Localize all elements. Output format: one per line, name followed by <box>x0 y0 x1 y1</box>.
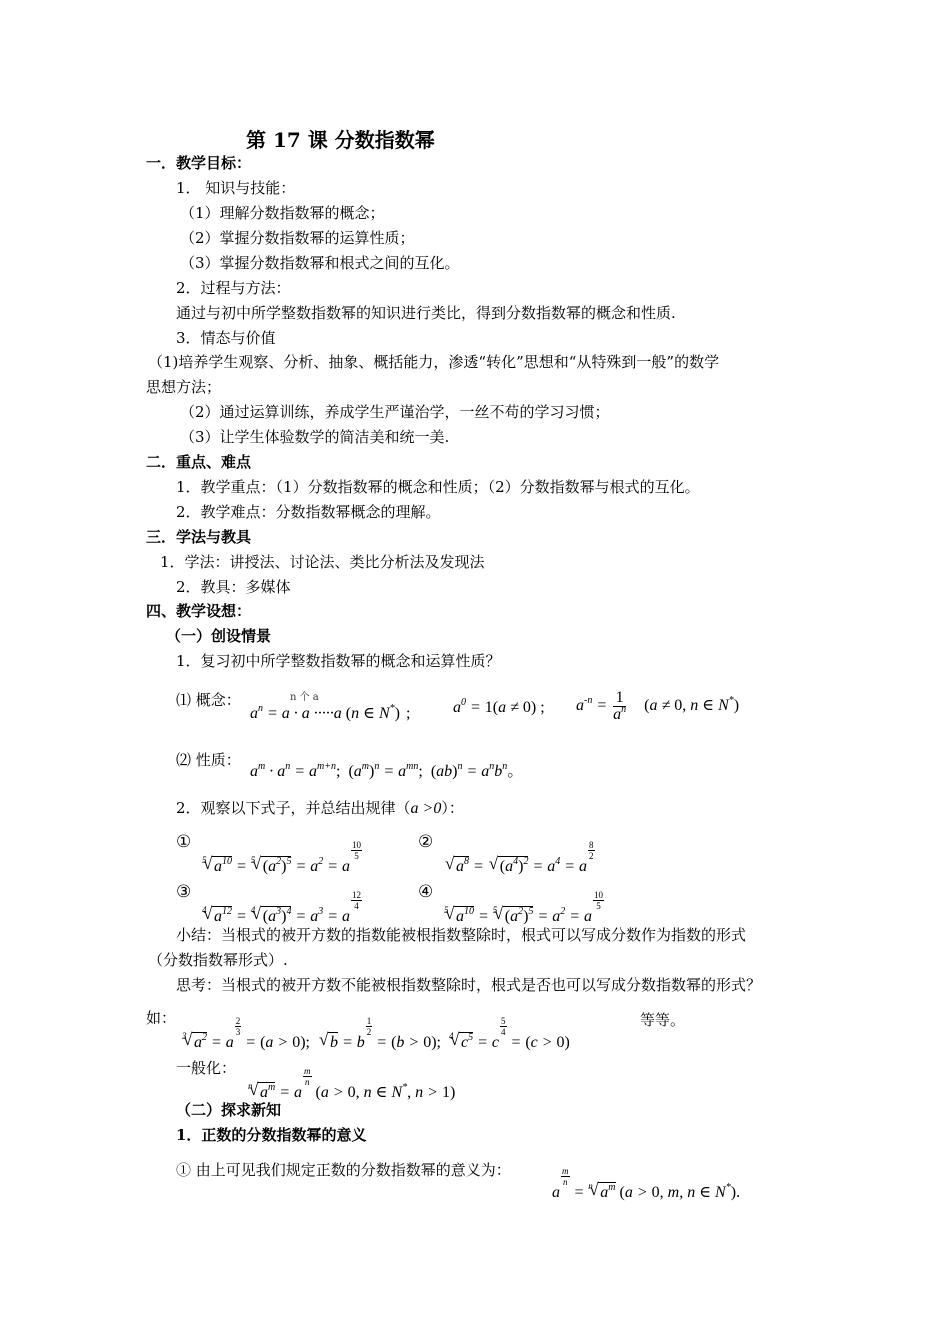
concept-label: ⑴ 概念： <box>176 691 241 709</box>
subsection-heading: （二）探求新知 <box>176 1101 282 1119</box>
formula-concept: $a^n = a \cdot a \cdot\cdot\cdot\cdot\cdot a$ (n ∈ N*) ; <box>250 703 411 722</box>
paragraph: 2．教具：多媒体 <box>176 578 291 596</box>
formula-example-3: 4 √ $a^{12}$ = 4 √ $(a^3)^4 = a^3 = a$ $\frac{12}{4}$ <box>202 890 362 927</box>
concept-overbrace-label: n 个 a <box>290 692 319 703</box>
formula-example-4: 5 √ $a^{10}$ = 5 √ $(a^2)^5 = a^2 = a$ $\frac{10}{5}$ <box>444 890 604 927</box>
paragraph: （1)培养学生观察、分析、抽象、概括能力，渗透“转化”思想和“从特殊到一般”的数学 <box>148 353 720 371</box>
property-label: ⑵ 性质： <box>176 751 241 769</box>
paragraph: 思想方法； <box>146 378 222 396</box>
goal-item: （2）通过运算训练，养成学生严谨治学，一丝不苟的学习习惯； <box>180 403 610 421</box>
subsection-heading: 1．正数的分数指数幂的意义 <box>176 1126 367 1144</box>
observe-condition: a >0 <box>410 800 442 817</box>
paragraph: 通过与初中所学整数指数幂的知识进行类比，得到分数指数幂的概念和性质. <box>176 304 676 322</box>
paragraph: 1．学法：讲授法、讨论法、类比分析法及发现法 <box>160 553 485 571</box>
formula-definition: a $\frac{m}{n}$ = n √ $a^m$ (a > 0, m, n ∈ N*). <box>552 1166 740 1203</box>
formula-properties: $a^m \cdot a^n = a^{m+n}$; $(a^m)^n = a^{mn}$; $(ab)^n = a^nb^n$。 <box>250 761 524 780</box>
general-label: 一般化： <box>176 1059 237 1077</box>
goal-item: （2）掌握分数指数幂的运算性质； <box>180 229 415 247</box>
observe-end: ）： <box>441 799 464 817</box>
formula-generalization: n √ $a^m = a$ $\frac{m}{n}$ (a > 0, n ∈ N*, n > 1) <box>248 1066 455 1103</box>
section-heading-design: 四、教学设想： <box>146 602 252 620</box>
paragraph-think: 思考：当根式的被开方数不能被根指数整除时，根式是否也可以写成分数指数幂的形式？ <box>176 976 762 994</box>
formula-zero-power: $a^0 = 1(a \ne 0)$ ; <box>453 697 545 716</box>
example-label: 如： <box>146 1009 177 1027</box>
formula-general-examples: 3 √ $a^2 = a$ $\frac{2}{3}$ = (a > 0); √ b = b $\frac{1}{2}$ = (b > 0); 4 √ $c^5 = c$ $\frac{5}{4}$ = (c > 0) <box>182 1016 570 1053</box>
example-end: 等等。 <box>640 1011 686 1029</box>
goal-item: （1）理解分数指数幂的概念； <box>180 204 385 222</box>
paragraph-definition: ① 由上可见我们规定正数的分数指数幂的意义为： <box>176 1161 511 1179</box>
paragraph-summary: （分数指数幂形式）. <box>148 951 288 969</box>
goal-item: （3）掌握分数指数幂和根式之间的互化。 <box>180 254 460 272</box>
paragraph <box>176 798 464 819</box>
paragraph: 1．复习初中所学整数指数幂的概念和运算性质？ <box>176 652 501 670</box>
section-heading-goals: 一．教学目标： <box>146 154 252 172</box>
subheading-knowledge: 1． 知识与技能： <box>176 179 296 197</box>
circle-number: ④ <box>418 882 434 902</box>
subheading-values: 3．情态与价值 <box>176 329 276 347</box>
formula-negative-power: $a^{-n}$ = $\frac{1}{a^n}$ (a ≠ 0, n ∈ N*) <box>576 689 740 723</box>
paragraph: 1．教学重点：（1）分数指数幂的概念和性质；（2）分数指数幂与根式的互化。 <box>176 478 700 496</box>
page-title: 第 17 课 分数指数幂 <box>246 128 435 152</box>
circle-number: ② <box>418 832 434 852</box>
section-heading-keypoints: 二．重点、难点 <box>146 453 252 471</box>
circle-number: ① <box>176 832 192 852</box>
observe-text: 2．观察以下式子，并总结出规律（ <box>176 799 411 817</box>
circle-number: ③ <box>176 882 192 902</box>
goal-item: （3）让学生体验数学的简洁美和统一美. <box>180 428 450 446</box>
formula-example-1: 5 √ $a^{10}$ = 5 √ $(a^2)^5 = a^2 = a$ $\frac{10}{5}$ <box>202 840 362 877</box>
section-heading-methods: 三．学法与教具 <box>146 528 252 546</box>
formula-example-2: √ $a^8$ = √ $(a^4)^2 = a^4 = a$ $\frac{8}{2}$ <box>444 840 595 877</box>
paragraph-summary: 小结：当根式的被开方数的指数能被根指数整除时，根式可以写成分数作为指数的形式 <box>176 926 747 944</box>
subsection-heading: （一）创设情景 <box>166 627 272 645</box>
subheading-process: 2．过程与方法： <box>176 279 291 297</box>
paragraph: 2．教学难点：分数指数幂概念的理解。 <box>176 503 441 521</box>
